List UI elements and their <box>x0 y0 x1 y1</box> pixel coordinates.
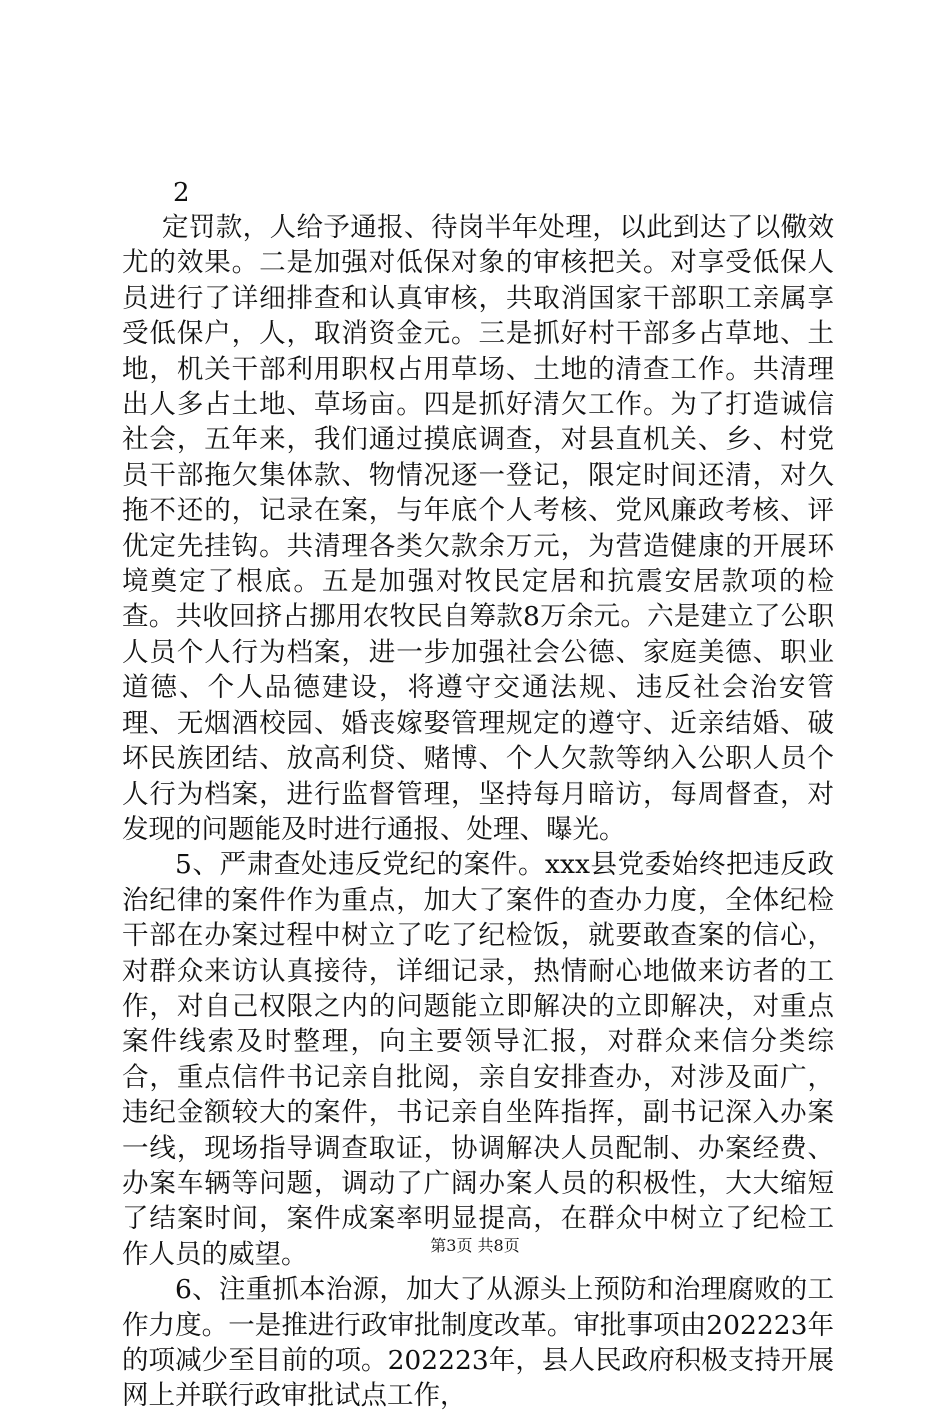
page-top-number: 2 <box>173 178 190 208</box>
document-body <box>122 210 834 1414</box>
page-footer: 第3页 共8页 <box>430 1236 520 1255</box>
paragraph-source-governance: 6、注重抓本治源，加大了从源头上预防和治理腐败的工作力度。一是推进行政审批制度改革。审批事项由202223年的项减少至目前的项。202223年，县人民政府积极支持开展网上并联行政审批试点工作， <box>122 1274 834 1412</box>
paragraph-penalties-and-archives: 定罚款，人给予通报、待岗半年处理，以此到达了以儆效尤的效果。二是加强对低保对象的审核把关。对享受低保人员进行了详细排查和认真审核，共取消国家干部职工亲属享受低保户，人，取消资金元。三是抓好村干部多占草地、土地，机关干部利用职权占用草场、土地的清查工作。共清理出人多占土地、草场亩。四是抓好清欠工作。为了打造诚信社会，五年来，我们通过摸底调查，对县直机关、乡、村党员干部拖欠集体款、物情况逐一登记，限定时间还清，对久拖不还的，记录在案，与年底个人考核、党风廉政考核、评优定先挂钩。共清理各类欠款余万元，为营造健康的开展环境奠定了根底。五是加强对牧民定居和抗震安居款项的检查。共收回挤占挪用农牧民自筹款8万余元。六是建立了公职人员个人行为档案，进一步加强社会公德、家庭美德、职业道德、个人品德建设，将遵守交通法规、违反社会治安管理、无烟酒校园、婚丧嫁娶管理规定的遵守、近亲结婚、破坏民族团结、放高利贷、赌博、个人欠款等纳入公职人员个人行为档案，进行监督管理，坚持每月暗访，每周督查，对发现的问题能及时进行通报、处理、曝光。 <box>122 212 834 845</box>
paragraph-case-investigation: 5、严肃查处违反党纪的案件。xxx县党委始终把违反政治纪律的案件作为重点，加大了案件的查办力度，全体纪检干部在办案过程中树立了吃了纪检饭，就要敢查案的信心，对群众来访认真接待，详细记录，热情耐心地做来访者的工作，对自己权限之内的问题能立即解决的立即解决，对重点案件线索及时整理，向主要领导汇报，对群众来信分类综合，重点信件书记亲自批阅，亲自安排查办，对涉及面广，违纪金额较大的案件，书记亲自坐阵指挥，副书记深入办案一线，现场指导调查取证，协调解决人员配制、办案经费、办案车辆等问题，调动了广阔办案人员的积极性，大大缩短了结案时间，案件成案率明显提高，在群众中树立了纪检工作人员的威望。 <box>122 849 834 1270</box>
